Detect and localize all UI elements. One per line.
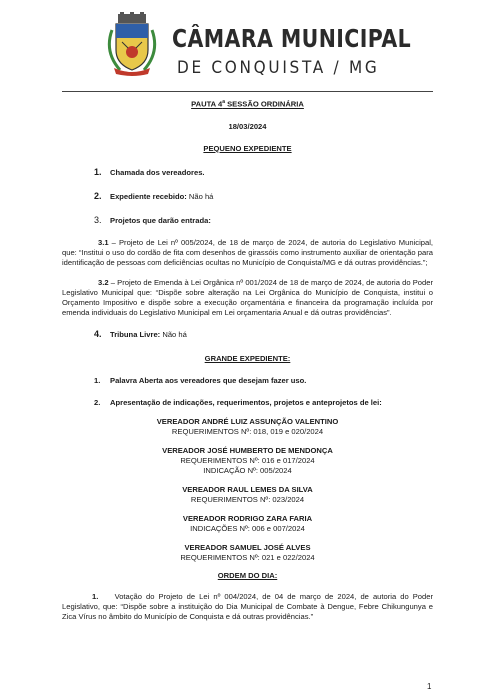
city-name: DE CONQUISTA / MG [177,58,380,78]
chamber-name: CÂMARA MUNICIPAL [172,24,412,53]
header-divider [62,91,433,92]
vereador-block: VEREADOR RAUL LEMES DA SILVA REQUERIMENTOS Nº: 023/2024 [182,484,313,504]
list-item: 3. Projetos que darão entrada: [94,214,211,225]
letterhead [104,10,444,80]
project-3-2: 3.2 – Projeto de Emenda à Lei Orgânica nº 001/2024 de 18 de março de 2024, de autoria do Poder Legislativo Municipal que: “Dispõe sobre alteração na Lei Orgânica do Município de Conquista, institui o Orçamento Impositivo e dispõe sobre a execução orçamentária e financeira da programação incluída por emenda individuais do Legislativo Municipal em Lei orçamentaria Anual e dá outras providências”. [62,277,433,317]
project-3-1: 3.1 – Projeto de Lei nº 005/2024, de 18 de março de 2024, de autoria do Legislativo Municipal, que: “Institui o uso do cordão de fita com desenhos de girassóis como instrumento auxiliar de orientação para identificação de pessoas com deficiências ocultas no Município de Conquista/MG e dá outras providências.”; [62,237,433,267]
coat-of-arms-logo [104,12,160,76]
document-body [62,97,433,629]
list-item: 2. Expediente recebido: Não há [94,190,214,201]
list-item: 2. Apresentação de indicações, requerimentos, projetos e anteprojetos de lei: [94,397,382,407]
vereador-block: VEREADOR JOSÉ HUMBERTO DE MENDONÇA REQUERIMENTOS Nº: 016 e 017/2024 INDICAÇÃO Nº: 005/2024 [162,445,333,475]
page-number: 1 [427,682,432,691]
pauta-title: PAUTA 4$^a$ SESSÃO ORDINÁRIA [191,99,304,109]
vereador-block: VEREADOR ANDRÉ LUIZ ASSUNÇÃO VALENTINO REQUERIMENTOS Nº: 018, 019 e 020/2024 [156,416,339,436]
session-date: 18/03/2024 [228,121,267,131]
ordem-do-dia-heading: ORDEM DO DIA: [217,570,278,580]
vereador-block: VEREADOR RODRIGO ZARA FARIA INDICAÇÕES Nº: 006 e 007/2024 [182,513,313,533]
list-item: 4. Tribuna Livre: Não há [94,328,187,339]
ordem-item-1: 1. Votação do Projeto de Lei nº 004/2024, de 04 de março de 2024, de autoria do Poder Legislativo, que: “Dispõe sobre a instituição do Dia Municipal de Combate à Dengue, Febre Chikungunya e Zica Vírus no âmbito do Município de Conquista e dá outras providências.” [62,591,433,621]
list-item: 1. Chamada dos vereadores. [94,166,205,177]
grande-expediente-heading: GRANDE EXPEDIENTE: [204,353,291,363]
list-item: 1. Palavra Aberta aos vereadores que desejam fazer uso. [94,375,307,385]
pequeno-expediente-heading: PEQUENO EXPEDIENTE [203,143,292,153]
vereador-list [62,417,433,563]
vereador-block: VEREADOR SAMUEL JOSÉ ALVES REQUERIMENTOS Nº: 021 e 022/2024 [180,542,315,562]
